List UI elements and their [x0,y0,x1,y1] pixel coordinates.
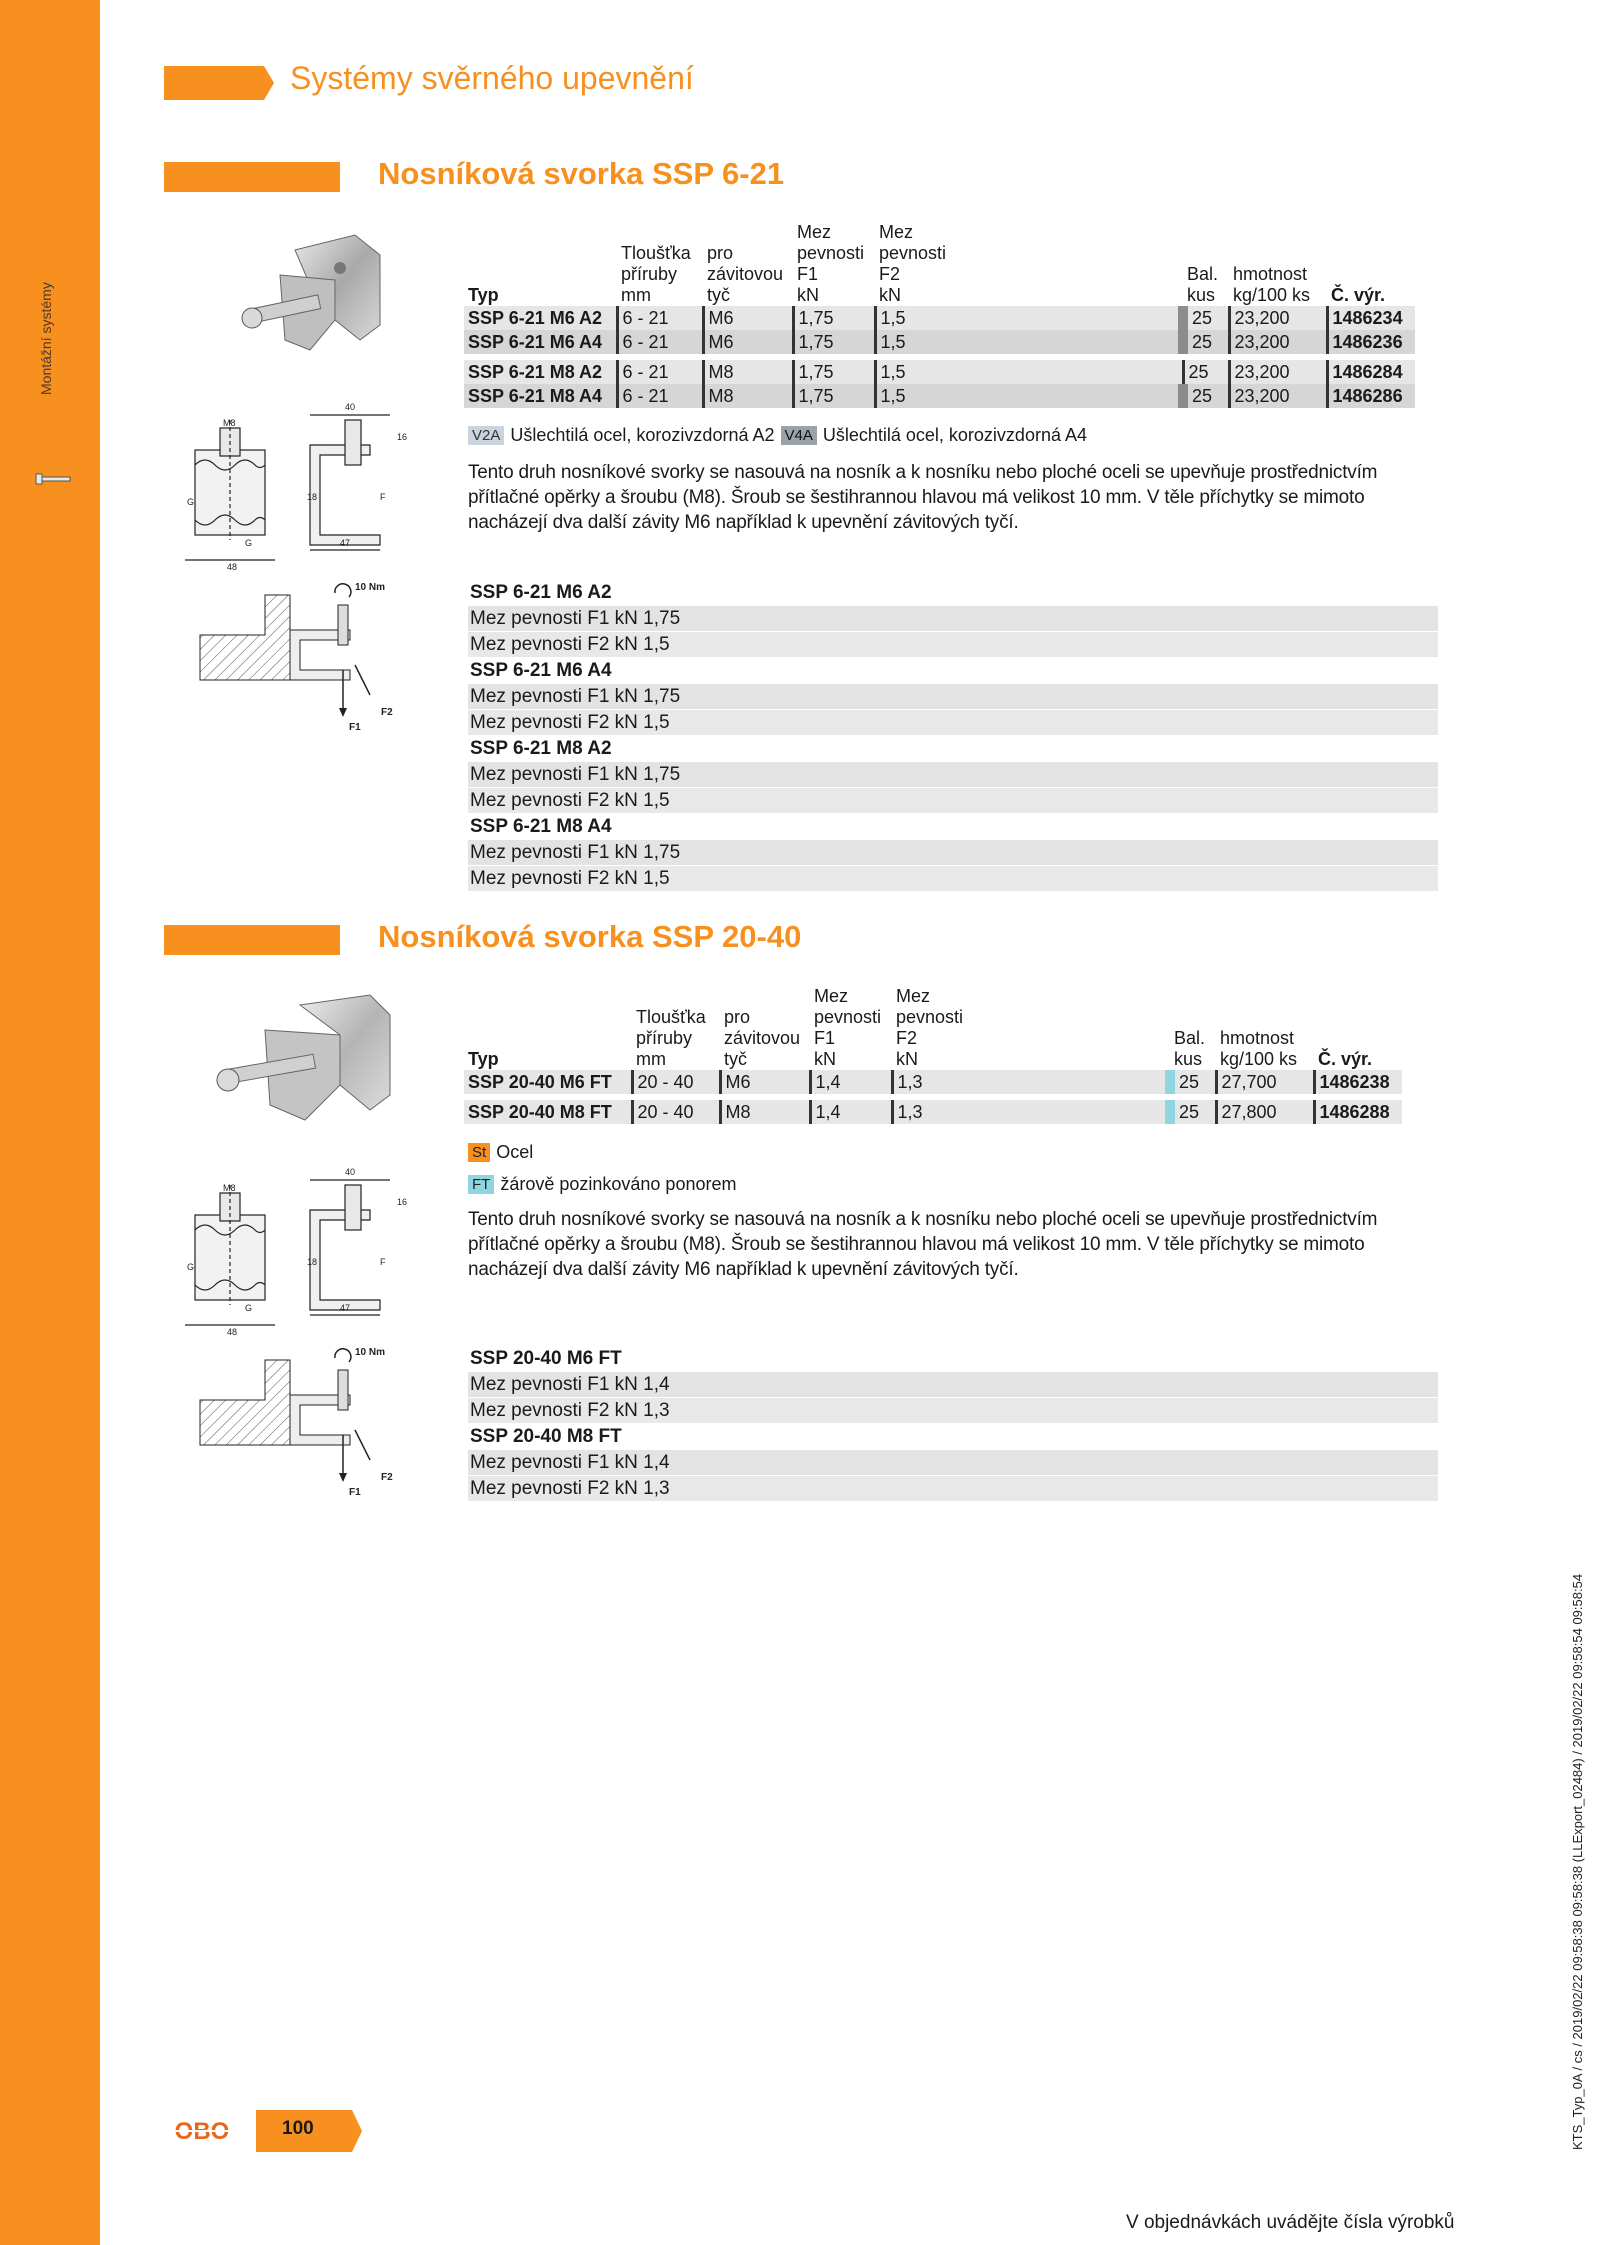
product-photo [240,230,390,370]
col-flange: Tloušťka příruby mm [636,1007,706,1069]
f1-label: F1 [349,1487,361,1498]
cell-typ: SSP 6-21 M6 A4 [464,330,617,354]
cell-cat: 1486238 [1314,1070,1402,1094]
cell-rod: M6 [703,306,793,330]
section-title: Nosníková svorka SSP 6-21 [378,156,785,191]
technical-drawing [185,390,415,570]
strength-title: SSP 20-40 M6 FT [470,1348,622,1369]
cell-f2: 1,5 [875,330,1183,354]
table-row [464,1070,1402,1094]
sidebar-label: Montážní systémy [38,282,54,395]
dim-side: 16 [397,432,408,442]
cell-cat: 1486234 [1327,306,1415,330]
cell-weight: 23,200 [1229,330,1327,354]
cell-flange: 6 - 21 [617,306,703,330]
cell-f1: 1,75 [793,384,875,408]
cell-flange: 6 - 21 [617,384,703,408]
cell-weight: 23,200 [1229,360,1327,384]
obo-logo [160,2118,244,2144]
dim-top: 40 [345,402,356,412]
print-metadata: KTS_Typ_0A / cs / 2019/02/22 09:58:38 09:58:38 (LLExport_02484) / 2019/02/22 09:58:54 09:58:54 [1570,1573,1585,2150]
dim-base: 48 [227,562,238,570]
cell-rod: M8 [703,384,793,408]
cell-f1: 1,75 [793,330,875,354]
col-bal: Bal. kus [1174,1028,1206,1069]
page-number: 100 [282,2118,314,2139]
page-title: Systémy svěrného upevnění [290,60,694,96]
col-rod: pro závitovou tyč [724,1007,801,1069]
cell-f2: 1,5 [875,384,1183,408]
cell-cat: 1486288 [1314,1100,1402,1124]
strength-line: Mez pevnosti F2 kN 1,5 [468,866,1438,892]
cell-cat: 1486284 [1327,360,1415,384]
col-typ: Typ [468,285,499,305]
dim-bottom: 47 [340,538,351,548]
col-rod: pro závitovou tyč [707,243,784,305]
tag-v2a: V2A [468,426,504,445]
f-label: F [380,492,386,502]
cell-typ: SSP 6-21 M8 A2 [464,360,617,384]
product-description: Tento druh nosníkové svorky se nasouvá na nosník a k nosníku nebo ploché oceli se upevňuje prostřednictvím přítlačné opěrky a šroubu (M8). Šroub se šestihrannou hlavou má velikost 10 mm. V těle příchytky se mimoto nacházejí dva další závity M6 například k upevnění závitových tyčí. [468,1209,1378,1280]
strength-title: SSP 6-21 M8 A4 [470,816,612,837]
footer-note: V objednávkách uvádějte čísla výrobků [1126,2212,1455,2233]
col-weight: hmotnost kg/100 ks [1220,1028,1298,1069]
spec-table [464,222,1415,408]
dim-left: 18 [307,492,318,502]
tag-st: St [468,1143,490,1162]
tag-v4a: V4A [781,426,817,445]
svg-text:OBO: OBO [174,2118,230,2144]
col-f1: Mez pevnosti F1 kN [797,222,865,305]
cell-typ: SSP 20-40 M6 FT [464,1070,632,1094]
torque-label: 10 Nm [355,1347,386,1358]
cell-bal: 25 [1183,306,1229,330]
dim-bottom: 47 [340,1303,351,1313]
cell-weight: 23,200 [1229,384,1327,408]
legend-text: Ušlechtilá ocel, korozivzdorná A4 [822,425,1087,445]
g-label: G [187,497,195,507]
strength-line: Mez pevnosti F1 kN 1,4 [468,1372,1438,1398]
legend-text: Ušlechtilá ocel, korozivzdorná A2 [510,425,775,445]
table-row [464,330,1415,354]
legend-text: Ocel [496,1142,534,1162]
col-flange: Tloušťka příruby mm [621,243,691,305]
header-arrow [164,66,274,100]
section-bar [164,925,340,955]
cell-weight: 27,700 [1216,1070,1314,1094]
cell-bal: 25 [1183,330,1229,354]
f2-label: F2 [381,1472,393,1483]
table-row [464,1100,1402,1124]
cell-bal: 25 [1170,1100,1216,1124]
strength-line: Mez pevnosti F1 kN 1,75 [468,762,1438,788]
spec-table [464,986,1402,1124]
g-label: G [245,538,253,548]
strength-line: Mez pevnosti F1 kN 1,75 [468,684,1438,710]
dim-base: 48 [227,1327,238,1335]
f1-label: F1 [349,722,361,733]
cell-rod: M6 [720,1070,810,1094]
dim-side: 16 [397,1197,408,1207]
table-row [464,384,1415,408]
cell-cat: 1486236 [1327,330,1415,354]
strength-title: SSP 6-21 M8 A2 [470,738,612,759]
cell-f1: 1,4 [810,1070,892,1094]
tag-ft: FT [468,1175,494,1194]
strength-title: SSP 6-21 M6 A4 [470,660,612,681]
strength-line: Mez pevnosti F2 kN 1,5 [468,788,1438,814]
col-f2: Mez pevnosti F2 kN [879,222,947,305]
cell-f1: 1,75 [793,360,875,384]
strength-title: SSP 20-40 M8 FT [470,1426,622,1447]
cell-bal: 25 [1183,384,1229,408]
strength-line: Mez pevnosti F2 kN 1,5 [468,632,1438,658]
cell-bal: 25 [1170,1070,1216,1094]
cell-f2: 1,3 [892,1100,1170,1124]
col-bal: Bal. kus [1187,264,1219,305]
installation-drawing [195,1340,425,1500]
cell-typ: SSP 20-40 M8 FT [464,1100,632,1124]
col-cat: Č. výr. [1318,1049,1373,1069]
cell-flange: 20 - 40 [632,1100,720,1124]
strength-line: Mez pevnosti F2 kN 1,5 [468,710,1438,736]
legend-text: žárově pozinkováno ponorem [500,1174,737,1194]
strength-line: Mez pevnosti F1 kN 1,4 [468,1450,1438,1476]
g-label: G [245,1303,253,1313]
thread-label: M8 [223,1183,236,1193]
cell-weight: 23,200 [1229,306,1327,330]
section-title: Nosníková svorka SSP 20-40 [378,919,802,954]
f-label: F [380,1257,386,1267]
g-label: G [187,1262,195,1272]
material-legend [468,1142,533,1163]
cell-typ: SSP 6-21 M8 A4 [464,384,617,408]
cell-f1: 1,4 [810,1100,892,1124]
strength-title: SSP 6-21 M6 A2 [470,582,612,603]
cell-f2: 1,3 [892,1070,1170,1094]
table-row [464,306,1415,330]
torque-label: 10 Nm [355,582,386,593]
col-f2: Mez pevnosti F2 kN [896,986,964,1069]
cell-weight: 27,800 [1216,1100,1314,1124]
cell-rod: M8 [720,1100,810,1124]
cell-f2: 1,5 [875,360,1183,384]
strength-line: Mez pevnosti F1 kN 1,75 [468,840,1438,866]
col-typ: Typ [468,1049,499,1069]
strength-line: Mez pevnosti F2 kN 1,3 [468,1476,1438,1502]
strength-line: Mez pevnosti F2 kN 1,3 [468,1398,1438,1424]
strength-line: Mez pevnosti F1 kN 1,75 [468,606,1438,632]
cell-rod: M8 [703,360,793,384]
technical-drawing [185,1155,415,1335]
cell-flange: 6 - 21 [617,360,703,384]
cell-flange: 20 - 40 [632,1070,720,1094]
cell-f2: 1,5 [875,306,1183,330]
col-weight: hmotnost kg/100 ks [1233,264,1311,305]
table-header-row [464,986,1402,1070]
material-legend [468,425,1087,446]
col-cat: Č. výr. [1331,285,1386,305]
col-f1: Mez pevnosti F1 kN [814,986,882,1069]
cell-rod: M6 [703,330,793,354]
cell-bal: 25 [1183,360,1229,384]
installation-drawing [195,575,425,735]
f2-label: F2 [381,707,393,718]
product-photo [210,990,400,1130]
cell-cat: 1486286 [1327,384,1415,408]
thread-label: M8 [223,418,236,428]
bolt-icon [34,472,74,486]
table-row [464,360,1415,384]
product-description: Tento druh nosníkové svorky se nasouvá na nosník a k nosníku nebo ploché oceli se upevňuje prostřednictvím přítlačné opěrky a šroubu (M8). Šroub se šestihrannou hlavou má velikost 10 mm. V těle příchytky se mimoto nacházejí dva další závity M6 například k upevnění závitových tyčí. [468,462,1378,533]
material-legend [468,1174,736,1195]
section-bar [164,162,340,192]
cell-f1: 1,75 [793,306,875,330]
cell-typ: SSP 6-21 M6 A2 [464,306,617,330]
dim-left: 18 [307,1257,318,1267]
dim-top: 40 [345,1167,356,1177]
table-header-row [464,222,1415,306]
cell-flange: 6 - 21 [617,330,703,354]
strength-list [468,1346,1438,1502]
strength-list [468,580,1438,892]
